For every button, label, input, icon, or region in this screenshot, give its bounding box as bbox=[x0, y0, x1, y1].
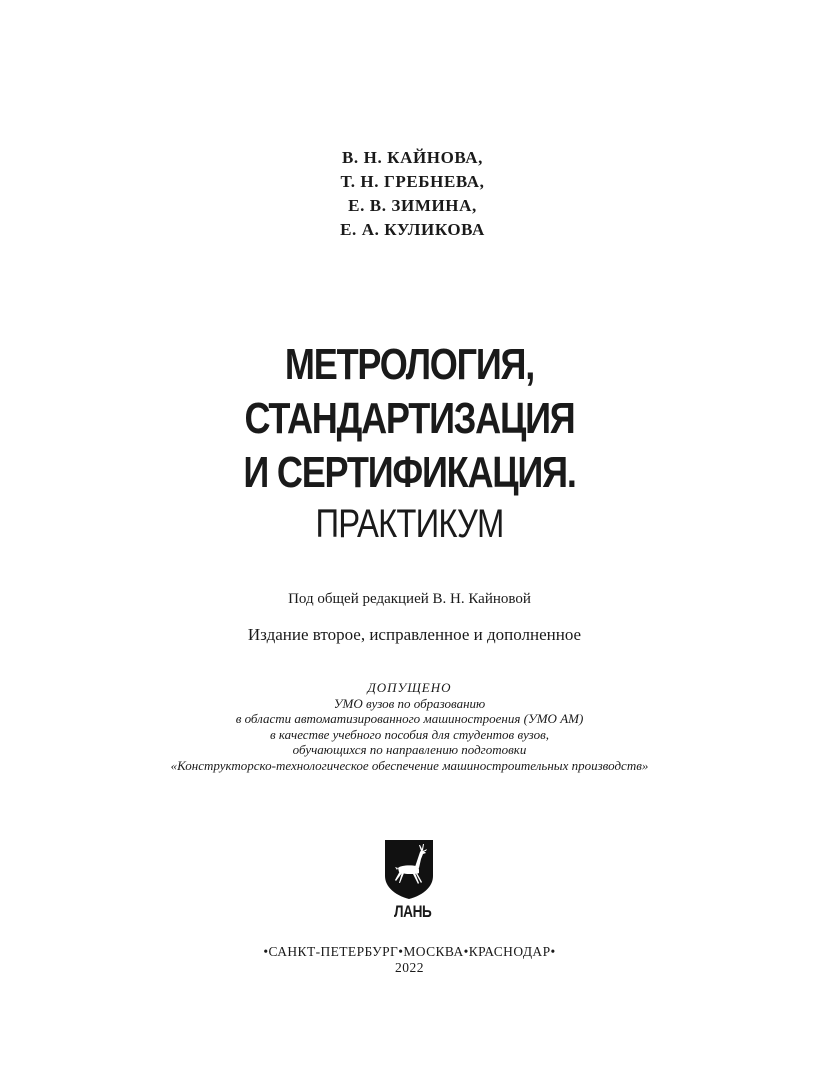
author-name: Т. Н. ГРЕБНЕВА, bbox=[340, 172, 485, 191]
title-line-1: МЕТРОЛОГИЯ, bbox=[284, 340, 535, 389]
title-line-3: И СЕРТИФИКАЦИЯ. bbox=[243, 448, 576, 497]
approval-line: обучающихся по направлению подготовки bbox=[292, 742, 527, 757]
authors-block bbox=[0, 146, 819, 242]
publisher-name: ЛАНЬ bbox=[394, 902, 432, 921]
book-title bbox=[0, 338, 819, 550]
publisher-cities: •САНКТ-ПЕТЕРБУРГ•МОСКВА•КРАСНОДАР• bbox=[263, 944, 556, 959]
approval-stamp bbox=[0, 680, 819, 773]
publication-year: 2022 bbox=[395, 960, 424, 975]
author-name: Е. А. КУЛИКОВА bbox=[340, 220, 485, 239]
author-name: Е. В. ЗИМИНА, bbox=[348, 196, 477, 215]
approval-line: в качестве учебного пособия для студентов вузов, bbox=[270, 726, 549, 742]
editor-credit: Под общей редакцией В. Н. Кайновой bbox=[288, 591, 531, 607]
approval-line: УМО вузов по образованию bbox=[333, 695, 486, 711]
book-subtitle: ПРАКТИКУМ bbox=[315, 502, 504, 546]
approval-line: в области автоматизированного машиностроения (УМО АМ) bbox=[235, 711, 584, 726]
approval-line: «Конструкторско-технологическое обеспечение машиностроительных производств» bbox=[170, 757, 649, 773]
approval-heading: ДОПУЩЕНО bbox=[367, 680, 452, 695]
author-name: В. Н. КАЙНОВА, bbox=[341, 148, 484, 167]
title-line-2: СТАНДАРТИЗАЦИЯ bbox=[244, 394, 575, 443]
deer-icon bbox=[383, 838, 435, 900]
edition-note: Издание второе, исправленное и дополненное bbox=[247, 625, 582, 644]
